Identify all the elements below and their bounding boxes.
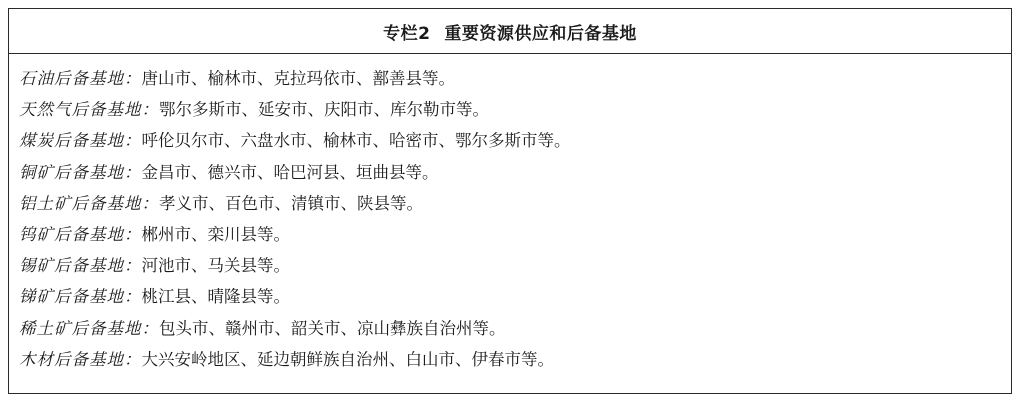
base-type: 铝土矿后备基地： [19, 193, 159, 213]
list-item [19, 125, 1011, 156]
base-locations: 鄂尔多斯市、延安市、庆阳市、库尔勒市等。 [159, 100, 489, 120]
base-locations: 大兴安岭地区、延边朝鲜族自治州、白山市、伊春市等。 [141, 349, 554, 369]
box-title [9, 9, 1011, 54]
base-locations: 郴州市、栾川县等。 [141, 224, 290, 244]
resource-column-box [8, 8, 1012, 394]
base-type: 锡矿后备基地： [19, 256, 142, 276]
base-type: 石油后备基地： [19, 69, 142, 88]
list-item [19, 281, 1011, 312]
list-item [19, 344, 1011, 375]
list-item [19, 63, 1011, 94]
base-list [9, 54, 1011, 375]
base-locations: 桃江县、晴隆县等。 [141, 287, 290, 307]
base-locations: 包头市、赣州市、韶关市、凉山彝族自治州等。 [159, 318, 506, 338]
base-locations: 河池市、马关县等。 [141, 256, 290, 276]
list-item [19, 313, 1011, 344]
base-locations: 金昌市、德兴市、哈巴河县、垣曲县等。 [141, 162, 439, 182]
base-type: 木材后备基地： [19, 349, 142, 369]
base-locations: 呼伦贝尔市、六盘水市、榆林市、哈密市、鄂尔多斯市等。 [141, 131, 571, 151]
base-type: 天然气后备基地： [19, 100, 159, 120]
list-item [19, 250, 1011, 281]
base-type: 稀土矿后备基地： [19, 318, 159, 338]
list-item [19, 94, 1011, 125]
base-type: 铜矿后备基地： [19, 162, 142, 182]
base-locations: 孝义市、百色市、清镇市、陕县等。 [159, 193, 423, 213]
column-label: 专栏2 [383, 23, 431, 44]
base-type: 锑矿后备基地： [19, 287, 142, 307]
base-type: 煤炭后备基地： [19, 131, 142, 151]
list-item [19, 188, 1011, 219]
base-type: 钨矿后备基地： [19, 224, 142, 244]
column-title: 重要资源供应和后备基地 [444, 23, 637, 44]
list-item [19, 219, 1011, 250]
base-locations: 唐山市、榆林市、克拉玛依市、鄯善县等。 [141, 69, 455, 88]
list-item [19, 157, 1011, 188]
